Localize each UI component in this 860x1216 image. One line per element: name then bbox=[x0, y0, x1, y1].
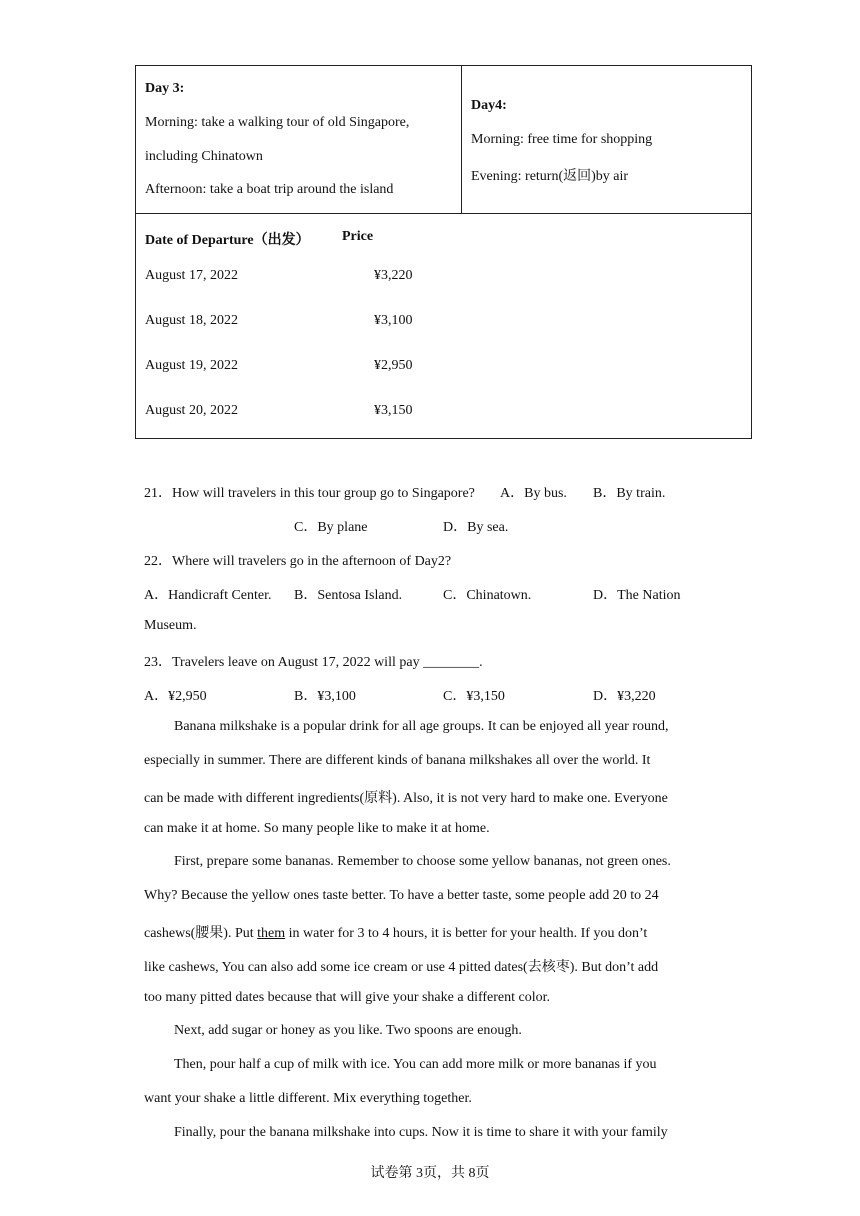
passage-line: Banana milkshake is a popular drink for all age groups. It can be enjoyed all year round, bbox=[174, 719, 669, 734]
departure-date: August 20, 2022 bbox=[145, 403, 238, 418]
price-value: ¥2,950 bbox=[374, 358, 413, 373]
question-21-option-c: C．By plane bbox=[294, 520, 368, 535]
departure-date: August 17, 2022 bbox=[145, 268, 238, 283]
passage-line: like cashews, You can also add some ice cream or use 4 pitted dates(去核枣). But don’t add bbox=[144, 960, 659, 975]
passage-line: Finally, pour the banana milkshake into cups. Now it is time to share it with your family bbox=[174, 1125, 668, 1140]
question-23-option-b: B．¥3,100 bbox=[294, 689, 356, 704]
departure-date: August 19, 2022 bbox=[145, 358, 238, 373]
departure-date: August 18, 2022 bbox=[145, 313, 238, 328]
passage-line: can make it at home. So many people like to make it at home. bbox=[144, 821, 490, 836]
passage-line: Why? Because the yellow ones taste better. To have a better taste, some people add 20 to 24 bbox=[144, 888, 659, 903]
day3-cell bbox=[136, 66, 462, 214]
passage-line: Next, add sugar or honey as you like. Two spoons are enough. bbox=[174, 1023, 522, 1038]
passage-line: can be made with different ingredients(原料). Also, it is not very hard to make one. Everyone bbox=[144, 791, 668, 806]
day3-title: Day 3: bbox=[145, 81, 185, 96]
question-23-stem: 23．Travelers leave on August 17, 2022 will pay ________. bbox=[144, 655, 483, 670]
question-21-option-a: A．By bus. bbox=[500, 486, 567, 501]
question-22-stem: 22．Where will travelers go in the afternoon of Day2? bbox=[144, 554, 452, 569]
price-value: ¥3,150 bbox=[374, 403, 413, 418]
question-22-option-a: A．Handicraft Center. bbox=[144, 588, 272, 603]
question-21-option-d: D．By sea. bbox=[443, 520, 509, 535]
passage-text: cashews(腰果). Put bbox=[144, 926, 258, 941]
question-22-option-c: C．Chinatown. bbox=[443, 588, 532, 603]
tour-schedule-table bbox=[135, 65, 752, 439]
day4-cell bbox=[462, 66, 752, 214]
question-21-stem: 21．How will travelers in this tour group go to Singapore? bbox=[144, 486, 475, 501]
day3-line: including Chinatown bbox=[145, 149, 263, 164]
question-21-option-b: B．By train. bbox=[593, 486, 666, 501]
day4-title: Day4: bbox=[471, 98, 507, 113]
passage-line: want your shake a little different. Mix everything together. bbox=[144, 1091, 472, 1106]
day4-line: Morning: free time for shopping bbox=[471, 132, 653, 147]
passage-line bbox=[144, 922, 647, 942]
question-23-option-a: A．¥2,950 bbox=[144, 689, 207, 704]
price-value: ¥3,220 bbox=[374, 268, 413, 283]
passage-line: especially in summer. There are different kinds of banana milkshakes all over the world. It bbox=[144, 753, 651, 768]
question-23-option-d: D．¥3,220 bbox=[593, 689, 656, 704]
passage-line: too many pitted dates because that will give your shake a different color. bbox=[144, 990, 551, 1005]
day4-line: Evening: return(返回)by air bbox=[471, 169, 629, 184]
day3-line: Morning: take a walking tour of old Singapore, bbox=[145, 115, 410, 130]
page-footer: 试卷第 3页，共 8页 bbox=[370, 1166, 490, 1181]
passage-text: in water for 3 to 4 hours, it is better for your health. If you don’t bbox=[285, 926, 648, 941]
underlined-word-them: them bbox=[257, 926, 286, 941]
question-22-option-d: D．The Nation bbox=[593, 588, 681, 603]
passage-line: Then, pour half a cup of milk with ice. You can add more milk or more bananas if you bbox=[174, 1057, 657, 1072]
question-22-option-b: B．Sentosa Island. bbox=[294, 588, 403, 603]
question-23-option-c: C．¥3,150 bbox=[443, 689, 505, 704]
day3-line: Afternoon: take a boat trip around the island bbox=[145, 182, 394, 197]
question-22-option-d-continued: Museum. bbox=[144, 618, 197, 633]
departure-date-header: Date of Departure（出发） bbox=[145, 233, 310, 248]
price-value: ¥3,100 bbox=[374, 313, 413, 328]
passage-line: First, prepare some bananas. Remember to choose some yellow bananas, not green ones. bbox=[174, 854, 671, 869]
price-header: Price bbox=[342, 229, 374, 244]
price-cell bbox=[136, 214, 752, 439]
